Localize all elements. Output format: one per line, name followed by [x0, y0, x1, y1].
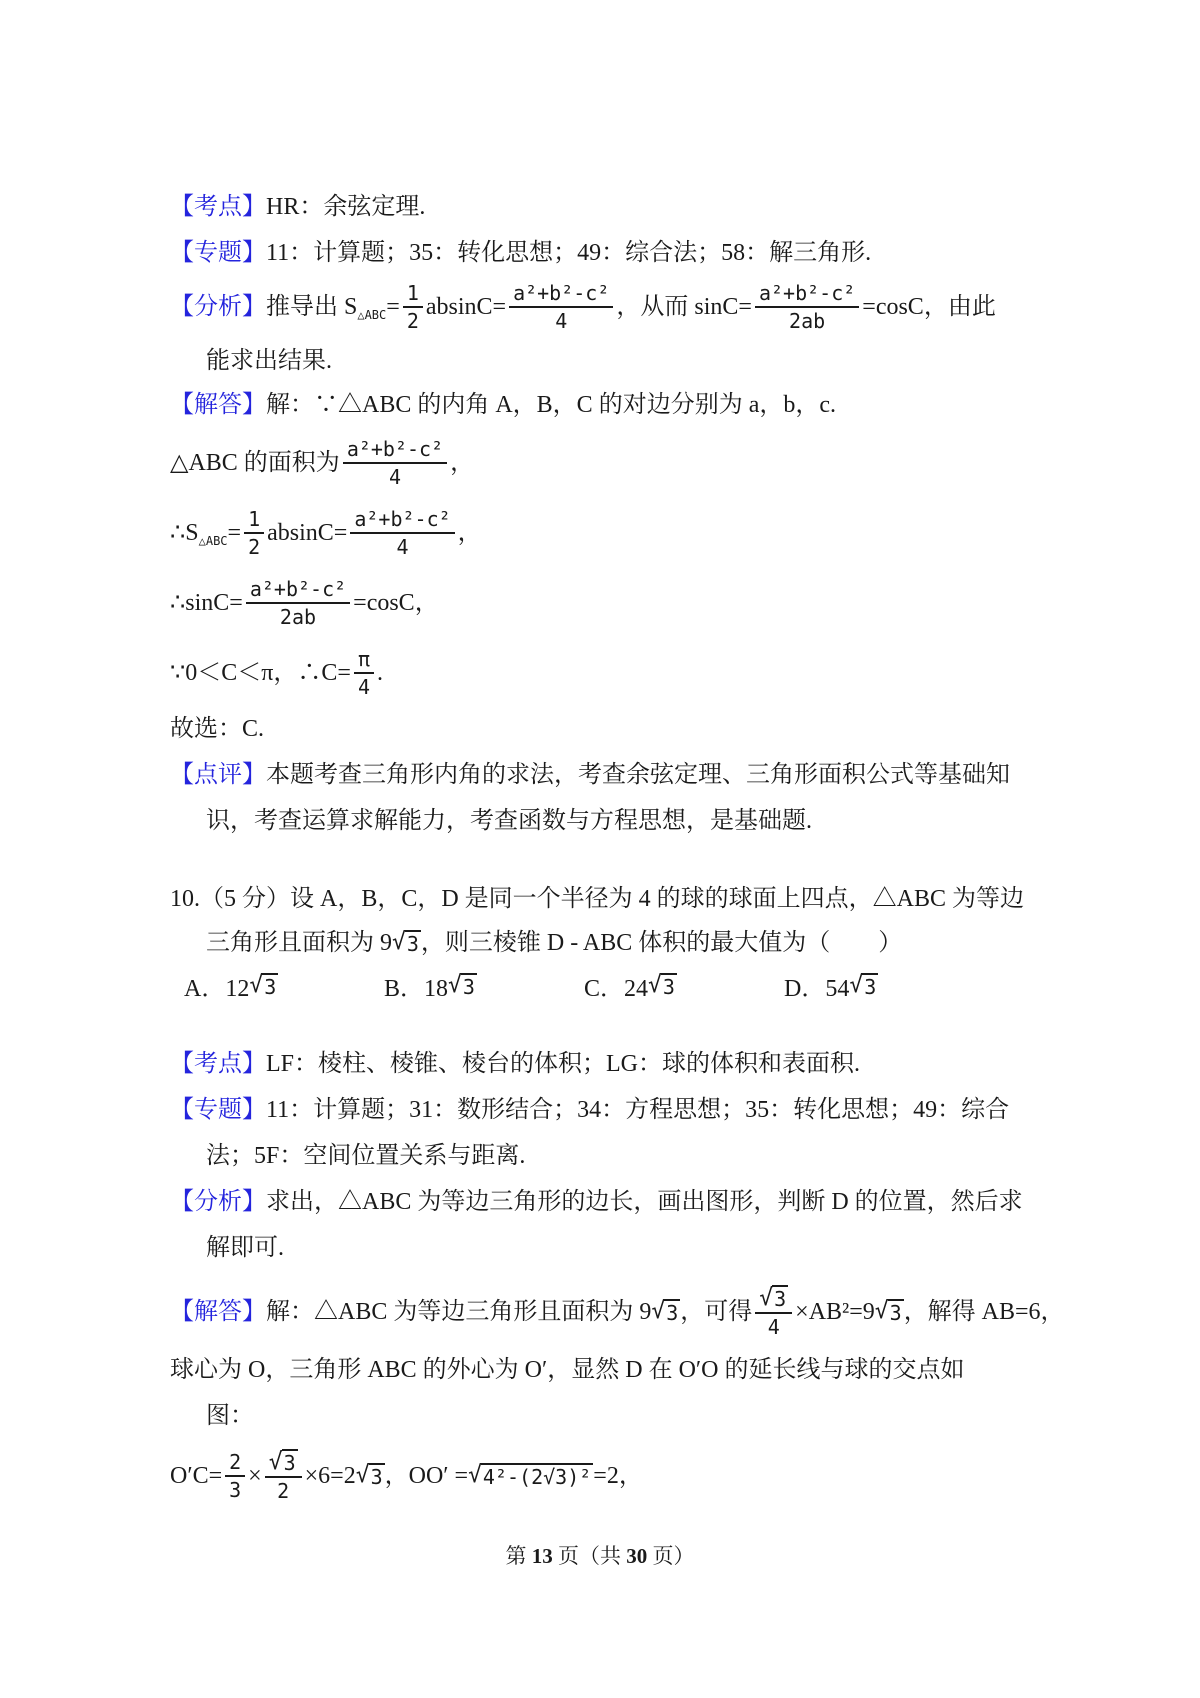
fraction [244, 507, 264, 559]
q9-solution-step-1 [170, 428, 1060, 498]
sqrt-radical [849, 973, 878, 999]
text-run: O′C= [170, 1463, 223, 1489]
q10-jieda-line-3 [206, 1399, 1060, 1433]
sqrt-radical [356, 1463, 385, 1489]
q9-zhuanti-line [170, 236, 1060, 270]
fraction-numerator: 2 [225, 1450, 245, 1477]
q9-dianping-text-1: 本题考查三角形内角的求法，考查余弦定理、三角形面积公式等基础知 [266, 762, 1010, 788]
text-run: ×AB²=9 [795, 1299, 875, 1325]
fenxi-label: 【分析】 [170, 294, 266, 320]
page-footer [0, 1540, 1200, 1570]
radical-sign: √ [249, 971, 264, 998]
text-run: ×6=2 [304, 1463, 356, 1489]
fraction-denominator: 2ab [279, 605, 317, 629]
q9-dianping-line [170, 758, 1060, 792]
text-run: absinC= [425, 294, 507, 320]
text-run: ，OO′ = [384, 1463, 469, 1489]
q10-jieda-text-2: 球心为 O，三角形 ABC 的外心为 O′，显然 D 在 O′O 的延长线与球的交点如 [170, 1357, 965, 1383]
sqrt-radical [468, 1463, 593, 1489]
q9-fenxi-formula [266, 281, 996, 333]
fraction-denominator: 4 [767, 1315, 780, 1339]
q10-fenxi-line-2 [206, 1231, 1060, 1265]
text-run: =cosC，由此 [862, 294, 996, 320]
fraction [755, 1285, 792, 1339]
q10-stem-text-1: 10.（5 分）设 A，B，C，D 是同一个半径为 4 的球的球面上四点，△ABC 为等边 [170, 886, 1025, 912]
sqrt-radical [392, 930, 421, 956]
jieda-label: 【解答】 [170, 1299, 266, 1325]
q9-fenxi-continuation [206, 344, 1060, 378]
text-run: absinC= [267, 520, 348, 546]
radical-sign: √ [648, 971, 662, 998]
q10-kaodian-line [170, 1047, 1060, 1081]
text-run: ，则三棱锥 D - ABC 体积的最大值为（ ） [420, 930, 903, 956]
text-run: D．54 [784, 976, 850, 1002]
fraction [350, 507, 454, 559]
fraction-denominator: 4 [555, 309, 568, 333]
fraction [343, 437, 447, 489]
text-run: C．24 [584, 976, 649, 1002]
q10-zhuanti-text-1: 11：计算题；31：数形结合；34：方程思想；35：转化思想；49：综合 [266, 1097, 1010, 1123]
fraction-denominator: 2 [406, 309, 419, 333]
sqrt-radical [875, 1299, 904, 1325]
radicand: 3 [283, 1451, 296, 1475]
text-run: . [376, 660, 383, 686]
text-run: ，可得 [680, 1299, 753, 1325]
q10-fenxi-text-1: 求出，△ABC 为等边三角形的边长，画出图形，判断 D 的位置，然后求 [266, 1189, 1023, 1215]
text-run: ， [457, 520, 482, 546]
text-run: ∴sinC= [170, 590, 243, 616]
q9-jieda-text: 解：∵△ABC 的内角 A，B，C 的对边分别为 a，b，c. [266, 392, 836, 418]
radical-sign: √ [448, 971, 462, 998]
fraction-denominator: 3 [229, 1478, 242, 1502]
q10-fenxi-text-2: 解即可. [206, 1235, 284, 1261]
text-run: B．18 [384, 976, 449, 1002]
q9-dianping-continuation [206, 804, 1060, 838]
footer-page-number: 13 [531, 1544, 553, 1568]
radical-sign: √ [355, 1462, 370, 1488]
radicand: 3 [406, 932, 419, 956]
fraction-denominator: 4 [357, 675, 370, 699]
q10-jieda-formula [266, 1285, 1065, 1339]
fraction-denominator: 2ab [789, 309, 826, 333]
text-run: = [386, 294, 400, 320]
radical-sign: √ [874, 1298, 889, 1324]
fraction-numerator: 1 [403, 281, 423, 308]
fraction [354, 647, 374, 699]
fraction [509, 281, 613, 333]
fraction-denominator: 2 [248, 535, 261, 559]
q9-dianping-text-2: 识，考查运算求解能力，考查函数与方程思想，是基础题. [206, 808, 812, 834]
q10-calculation-line [170, 1441, 1060, 1511]
fraction [403, 281, 423, 333]
page-content [170, 190, 1065, 1511]
text-run: △ABC 的面积为 [170, 450, 340, 476]
q10-jieda-line-2 [170, 1353, 1060, 1387]
subscript: △ABC [357, 308, 387, 322]
radicand: 4²-(2√3)² [482, 1465, 592, 1489]
fraction-numerator [265, 1449, 302, 1478]
footer-total-pages: 30 [626, 1544, 648, 1568]
option-c [584, 968, 784, 1003]
radicand: 3 [462, 974, 475, 999]
fraction [755, 281, 859, 333]
q9-solution-step-3 [170, 568, 1060, 638]
q10-jieda-line-1 [170, 1277, 1065, 1347]
fraction-numerator: a²+b²-c² [343, 437, 447, 464]
q10-zhuanti-text-2: 法；5F：空间位置关系与距离. [206, 1143, 526, 1169]
q9-fenxi-line [170, 272, 1060, 342]
fraction-denominator: 4 [388, 465, 401, 489]
radical-sign: √ [468, 1462, 482, 1488]
text-run: A．12 [184, 976, 250, 1002]
text-run: 三角形且面积为 9 [206, 930, 392, 956]
fenxi-label: 【分析】 [170, 1189, 266, 1215]
q10-stem-line-1 [170, 882, 1060, 916]
q10-options-row [184, 968, 1060, 1003]
radicand: 3 [370, 1465, 383, 1489]
q9-conclusion-text: 故选：C. [170, 716, 265, 742]
footer-text-mid: 页（共 [552, 1544, 627, 1568]
q9-jieda-line [170, 388, 1060, 422]
q9-conclusion-line [170, 712, 1060, 746]
subscript: △ABC [198, 534, 228, 548]
kaodian-label: 【考点】 [170, 194, 266, 220]
q9-fenxi-cont-text: 能求出结果. [206, 348, 332, 374]
radicand: 3 [662, 974, 675, 999]
fraction-numerator: a²+b²-c² [509, 281, 613, 308]
footer-text-suf: 页） [647, 1544, 695, 1568]
fraction-denominator: 4 [396, 535, 409, 559]
q10-zhuanti-line-2 [206, 1139, 1060, 1173]
q9-solution-step-4 [170, 638, 1060, 708]
fraction-numerator [755, 1285, 792, 1314]
fraction [225, 1450, 245, 1502]
sqrt-radical [448, 973, 477, 999]
fraction-numerator: π [354, 647, 374, 674]
option-a [184, 968, 384, 1003]
text-run: 推导出 S [266, 294, 358, 320]
text-run: 解：△ABC 为等边三角形且面积为 9 [266, 1299, 652, 1325]
radicand: 3 [864, 974, 877, 999]
text-run: ， [450, 450, 475, 476]
radical-sign: √ [651, 1298, 666, 1324]
option-d [784, 968, 984, 1003]
radical-sign: √ [268, 1449, 283, 1475]
option-b [384, 968, 584, 1003]
text-run: ，解得 AB=6， [903, 1299, 1065, 1325]
q9-kaodian-text: HR：余弦定理. [266, 194, 426, 220]
radicand: 3 [264, 974, 277, 999]
text-run: × [248, 1463, 262, 1489]
q10-kaodian-text: LF：棱柱、棱锥、棱台的体积；LG：球的体积和表面积. [266, 1051, 860, 1077]
q10-zhuanti-line-1 [170, 1093, 1060, 1127]
sqrt-radical [648, 973, 677, 999]
text-run: ∴S [170, 520, 199, 546]
radicand: 3 [774, 1287, 787, 1311]
radicand: 3 [666, 1301, 679, 1325]
radicand: 3 [889, 1301, 902, 1325]
fraction-numerator: 1 [244, 507, 264, 534]
dianping-label: 【点评】 [170, 762, 266, 788]
zhuanti-label: 【专题】 [170, 240, 266, 266]
fraction [265, 1449, 302, 1503]
sqrt-radical [249, 973, 278, 999]
text-run: ∵0＜C＜π，∴C= [170, 660, 351, 686]
text-run: ，从而 sinC= [616, 294, 752, 320]
radical-sign: √ [849, 971, 864, 998]
q9-zhuanti-text: 11：计算题；35：转化思想；49：综合法；58：解三角形. [266, 240, 872, 266]
radical-sign: √ [759, 1285, 774, 1311]
fraction [246, 577, 350, 629]
q9-solution-step-2 [170, 498, 1060, 568]
kaodian-label: 【考点】 [170, 1051, 266, 1077]
zhuanti-label: 【专题】 [170, 1097, 266, 1123]
q10-jieda-text-3: 图： [206, 1403, 254, 1429]
fraction-denominator: 2 [277, 1479, 290, 1503]
footer-text-pre: 第 [505, 1544, 532, 1568]
text-run: = [227, 520, 242, 546]
jieda-label: 【解答】 [170, 392, 266, 418]
text-run: =2， [593, 1463, 643, 1489]
q10-fenxi-line-1 [170, 1185, 1060, 1219]
sqrt-radical [651, 1299, 680, 1325]
q10-stem-line-2 [206, 926, 1060, 960]
text-run: =cosC， [353, 590, 439, 616]
fraction-numerator: a²+b²-c² [755, 281, 859, 308]
radical-sign: √ [392, 929, 406, 955]
fraction-numerator: a²+b²-c² [246, 577, 350, 604]
fraction-numerator: a²+b²-c² [350, 507, 454, 534]
q9-kaodian-line [170, 190, 1060, 224]
